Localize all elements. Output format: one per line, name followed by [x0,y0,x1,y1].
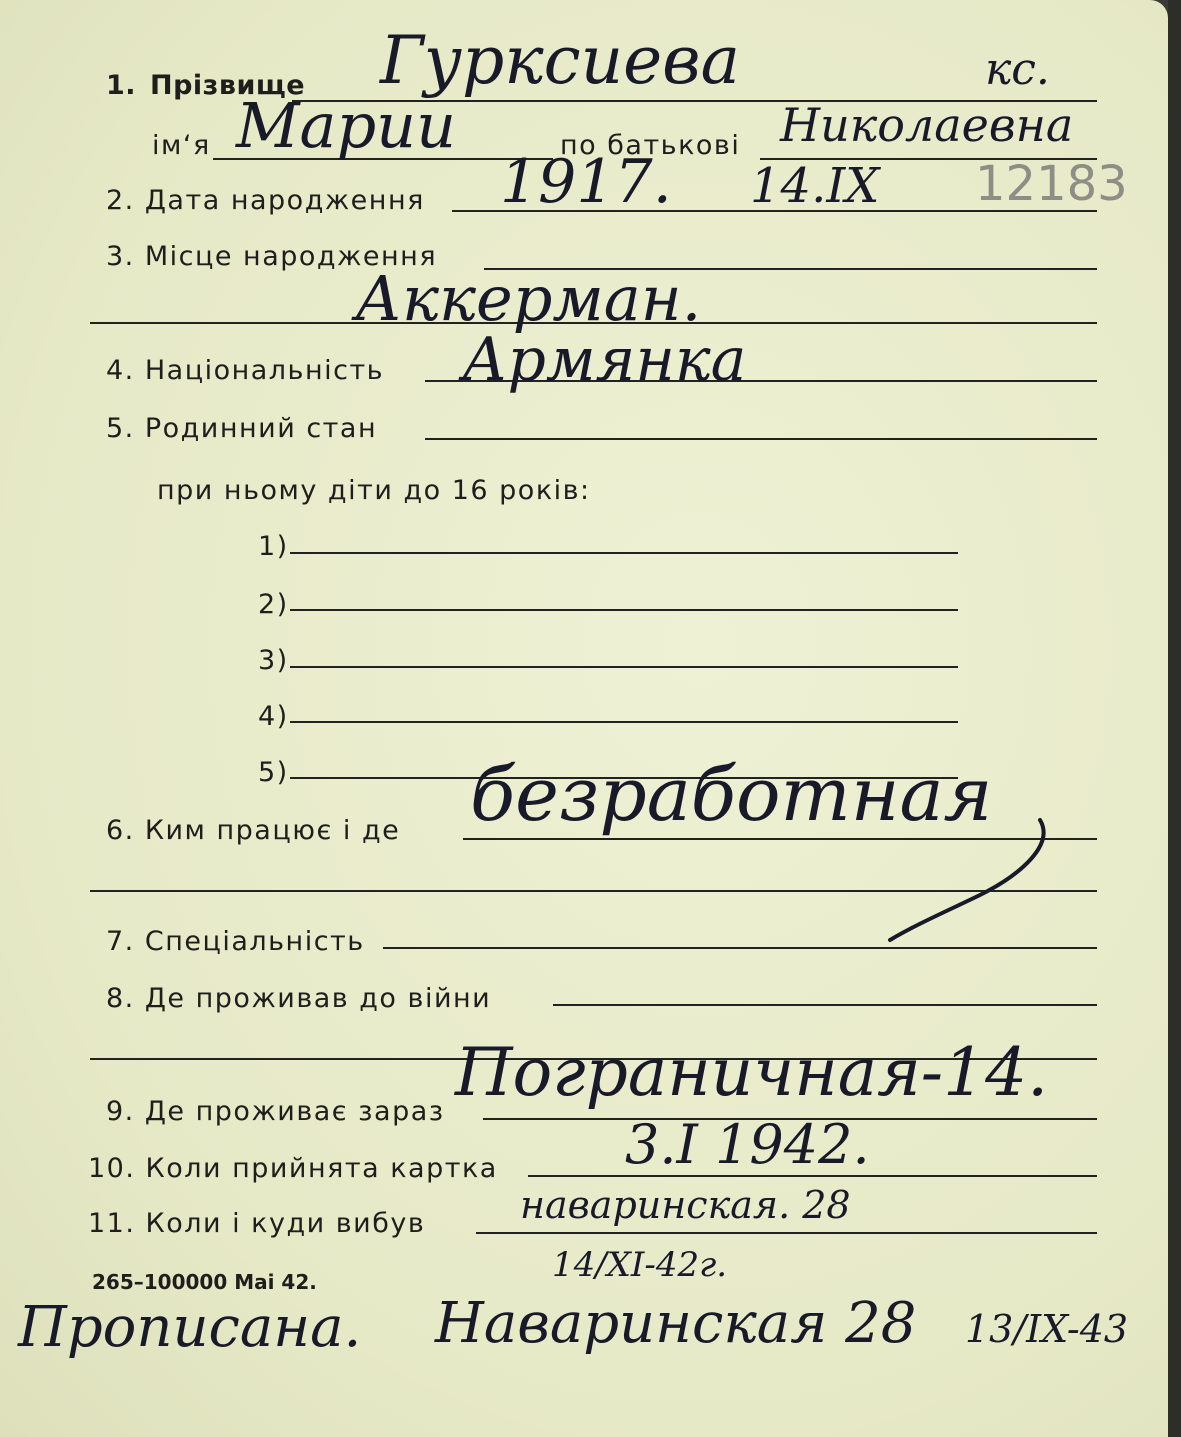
print-run-code: 265–100000 Mai 42. [92,1270,317,1294]
surname-note-handwritten: кс. [985,44,1050,95]
child-3-label: 3) [258,645,289,676]
family-status-line [425,438,1097,440]
child-1-line [290,552,958,554]
first-name-handwritten: Марии [236,89,456,162]
child-2-line [290,609,958,611]
q2-label: 2. Дата народження [106,185,425,216]
specialty-line [383,947,1097,949]
q1-surname-label: Прізвище [150,70,306,101]
work-handwritten: безработная [470,752,993,838]
work-flourish-stroke [870,800,1060,950]
card-date-handwritten: 3.I 1942. [625,1113,870,1176]
prewar-residence-line-1 [553,1004,1097,1006]
birth-day-month-handwritten: 14.IX [750,158,880,214]
child-3-line [290,666,958,668]
q9-label: 9. Де проживає зараз [106,1096,445,1127]
nationality-handwritten: Армянка [462,325,747,395]
q1-name-label: ім‘я [152,130,211,161]
registered-date-handwritten: 13/IX-43 [965,1307,1129,1351]
child-4-label: 4) [258,701,289,732]
children-label: при ньому діти до 16 років: [157,475,591,506]
child-4-line [290,721,958,723]
q3-label: 3. Місце народження [106,241,438,272]
departed-date-handwritten: 14/XI-42г. [552,1245,728,1285]
current-address-handwritten: Пограничная-14. [455,1034,1049,1111]
pencil-archive-number: 12183 [975,156,1128,212]
q1-patronymic-label: по батькові [560,130,741,161]
patronymic-handwritten: Николаевна [780,98,1074,152]
birth-year-handwritten: 1917. [500,147,672,217]
registered-label-handwritten: Прописана. [18,1295,362,1360]
child-5-label: 5) [258,757,289,788]
q5-label: 5. Родинний стан [106,413,378,444]
q11-label: 11. Коли і куди вибув [88,1208,426,1239]
q4-label: 4. Національність [106,355,385,386]
card-edge-shadow [1168,0,1181,1437]
q8-label: 8. Де проживав до війни [106,983,492,1014]
q6-label: 6. Ким працює і де [106,815,401,846]
departure-line [476,1232,1097,1234]
child-2-label: 2) [258,589,289,620]
birthplace-handwritten: Аккерман. [355,262,702,335]
q10-label: 10. Коли прийнята картка [88,1153,498,1184]
child-1-label: 1) [258,531,289,562]
departed-to-handwritten: наваринская. 28 [520,1183,851,1227]
registered-address-handwritten: Наваринская 28 [435,1291,917,1356]
q7-label: 7. Спеціальність [106,926,365,957]
surname-handwritten: Гурксиева [380,22,740,99]
q1-number: 1. [106,70,137,101]
